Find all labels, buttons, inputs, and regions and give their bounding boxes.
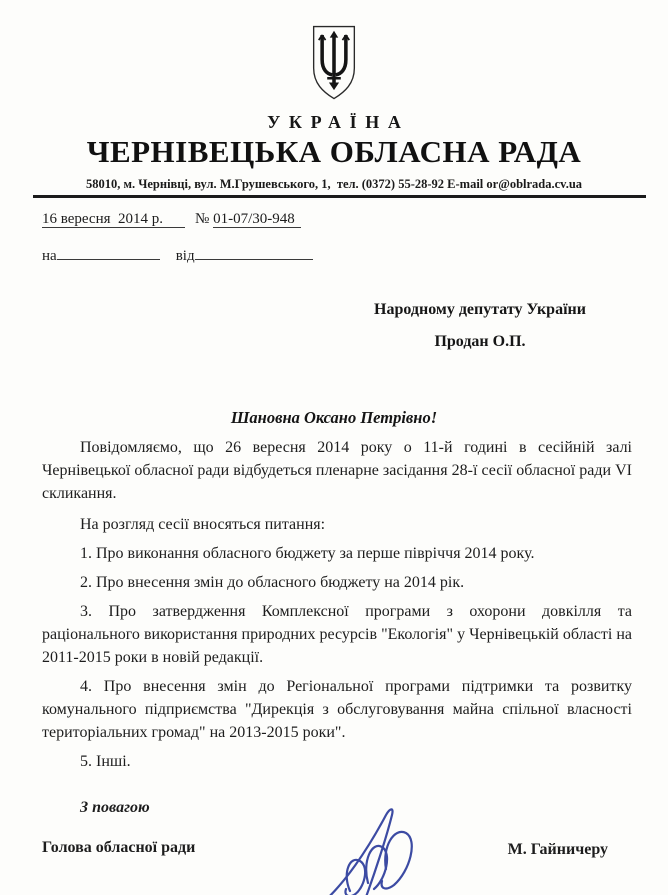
letterhead-divider — [33, 195, 646, 198]
na-blank-field — [57, 245, 160, 260]
signer-name: М. Гайничеру — [507, 841, 608, 858]
document-number: 01-07/30-948 — [213, 211, 301, 228]
salutation: Шановна Оксано Петрівно! — [230, 408, 438, 427]
address-contact-line: 58010, м. Чернівці, вул. М.Грушевського, 1, тел. (0372) 55-28-92 E-mail or@oblrada.cv.ua — [85, 177, 583, 191]
number-sign-label: № — [195, 211, 210, 227]
agenda-item-5: 5. Інші. — [80, 753, 131, 770]
closing-phrase: З повагою — [80, 799, 150, 816]
na-label: на — [42, 248, 57, 264]
vid-blank-field — [195, 245, 313, 260]
body-paragraph-2: На розгляд сесії вносяться питання: — [80, 516, 326, 533]
body-paragraph-1: Повідомляємо, що 26 вересня 2014 року о 11-й годині в сесійній залі Чернівецької обласної ради відбудеться пленарне засідання 28-ї сесії обласної ради VI скликання. — [42, 439, 632, 502]
organization-title: ЧЕРНІВЕЦЬКА ОБЛАСНА РАДА — [86, 134, 582, 169]
addressee-title: Народному депутату України — [374, 301, 586, 318]
reference-line — [42, 211, 668, 228]
handwritten-signature-icon — [316, 803, 446, 895]
signer-position: Голова обласної ради — [42, 839, 196, 856]
agenda-item-2: 2. Про внесення змін до обласного бюджету на 2014 рік. — [80, 574, 465, 591]
addressee-name: Продан О.П. — [434, 333, 526, 350]
reply-reference-line — [42, 245, 668, 265]
ukraine-trident-emblem-icon — [306, 24, 362, 102]
addressee-block — [349, 301, 611, 351]
vid-label: від — [175, 248, 195, 264]
agenda-item-1: 1. Про виконання обласного бюджету за перше півріччя 2014 року. — [80, 545, 535, 562]
agenda-list — [0, 542, 668, 773]
document-date: 16 вересня 2014 р. — [42, 211, 185, 228]
agenda-item-4: 4. Про внесення змін до Регіональної програми підтримки та розвитку комунального підприємства "Дирекція з обслуговування майна спільної власності територіальних громад" на 2013-2015 роки". — [42, 678, 632, 741]
country-name: УКРАЇНА — [267, 112, 410, 132]
letterhead — [0, 0, 668, 198]
agenda-item-3: 3. Про затвердження Комплексної програми з охорони довкілля та раціонального використання природних ресурсів "Екологія" у Чернівецькій області на 2011-2015 роки в новій редакції. — [42, 603, 632, 666]
signature-row — [0, 825, 668, 895]
